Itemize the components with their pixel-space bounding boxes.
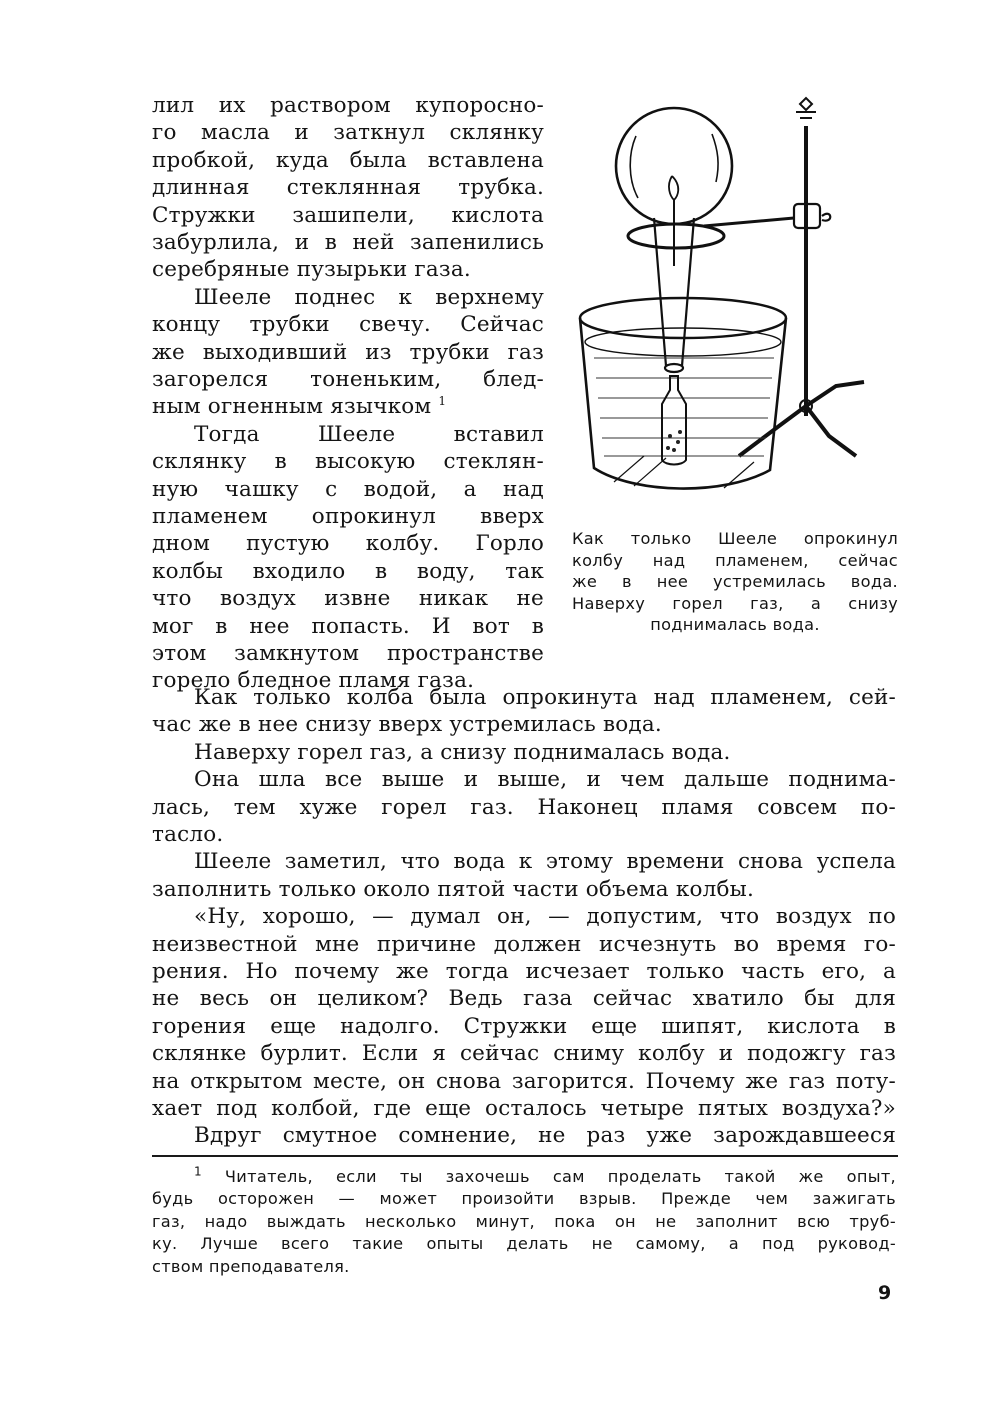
text-line: Тогда Шееле вставил: [194, 421, 544, 447]
text-line: лась, тем хуже горел газ. Наконец пламя совсем по-: [152, 794, 896, 820]
text-line: Шееле заметил, что вода к этому времени снова успела: [194, 849, 896, 875]
caption-line: колбу над пламенем, сейчас: [572, 550, 898, 570]
text-line: час же в нее снизу вверх устремилась вода.: [152, 712, 662, 738]
text-line: пламенем опрокинул вверх: [152, 504, 544, 529]
text-line: склянку в высокую стеклян-: [152, 449, 544, 475]
footnote-reference: 1: [438, 394, 447, 409]
footnote-text: Читатель, если ты захочешь сам проделать такой же опыт,: [224, 1167, 896, 1186]
text-line: что воздух извне никак не: [152, 586, 544, 612]
footnote-line: ку. Лучше всего такие опыты делать не самому, а под руковод-: [152, 1234, 896, 1254]
text-line: Вдруг смутное сомнение, не раз уже зарождавшееся: [194, 1123, 896, 1149]
text-line: ную чашку с водой, а над: [152, 476, 544, 502]
footnote-line: [152, 1166, 896, 1188]
text-line: горело бледное пламя газа.: [152, 668, 475, 694]
page-number: 9: [878, 1282, 892, 1304]
text-line-with-footnote: [152, 393, 544, 420]
text-line: «Ну, хорошо, — думал он, — допустим, что воздух по: [194, 904, 896, 930]
text-line: неизвестной мне причине должен исчезнуть во время го-: [152, 931, 896, 957]
caption-line: же в нее устремилась вода.: [572, 572, 898, 592]
text-line: го масла и заткнул склянку: [152, 120, 544, 146]
footnote-line: ством преподавателя.: [152, 1256, 350, 1276]
text-line: заполнить только около пятой части объема колбы.: [152, 876, 754, 902]
text-line: тасло.: [152, 822, 224, 847]
text-line: мог в нее попасть. И вот в: [152, 613, 544, 639]
caption-line: Как только Шееле опрокинул: [572, 529, 898, 548]
text-line: рения. Но почему же тогда исчезает только часть его, а: [152, 959, 896, 984]
text-line: пробкой, куда была вставлена: [152, 147, 544, 173]
experiment-illustration: [574, 96, 900, 528]
footnote-marker: 1: [194, 1164, 202, 1179]
text-line: колбы входило в воду, так: [152, 558, 544, 584]
text-line: не весь он целиком? Ведь газа сейчас хватило бы для: [152, 986, 896, 1012]
text-line: дном пустую колбу. Горло: [152, 531, 544, 557]
text-line: Шееле поднес к верхнему: [194, 284, 544, 310]
text-line: горения еще надолго. Стружки еще шипят, кислота в: [152, 1013, 896, 1039]
text-line: же выходивший из трубки газ: [152, 339, 544, 365]
text-line: этом замкнутом пространстве: [152, 641, 544, 666]
footnote-line: газ, надо выждать несколько минут, пока он не заполнит всю труб-: [152, 1211, 896, 1231]
text-line: ным огненным язычком: [152, 394, 432, 420]
text-line: серебряные пузырьки газа.: [152, 257, 471, 283]
text-line: Стружки зашипели, кислота: [152, 202, 544, 228]
footnote-line: будь осторожен — может произойти взрыв. Прежде чем зажигать: [152, 1189, 896, 1209]
caption-line: поднималась вода.: [650, 615, 820, 635]
flask-apparatus-drawing: [574, 96, 900, 528]
text-line: склянке бурлит. Если я сейчас сниму колбу и подожгу газ: [152, 1041, 896, 1067]
text-line: забурлила, и в ней запенились: [152, 230, 544, 255]
caption-line: Наверху горел газ, а снизу: [572, 593, 898, 613]
text-line: Как только колба была опрокинута над пламенем, сей-: [194, 685, 896, 710]
text-line: длинная стеклянная трубка.: [152, 175, 544, 201]
text-line: лил их раствором купоросно-: [152, 93, 544, 118]
text-line: хает под колбой, где еще осталось четыре пятых воздуха?»: [152, 1096, 896, 1121]
text-line: загорелся тоненьким, блед-: [152, 367, 544, 392]
text-line: на открытом месте, он снова загорится. Почему же газ поту-: [152, 1068, 896, 1094]
text-line: Она шла все выше и выше, и чем дальше поднима-: [194, 767, 896, 793]
text-line: концу трубки свечу. Сейчас: [152, 312, 544, 338]
footnote-divider: [152, 1155, 898, 1157]
text-line: Наверху горел газ, а снизу поднималась вода.: [194, 739, 731, 765]
